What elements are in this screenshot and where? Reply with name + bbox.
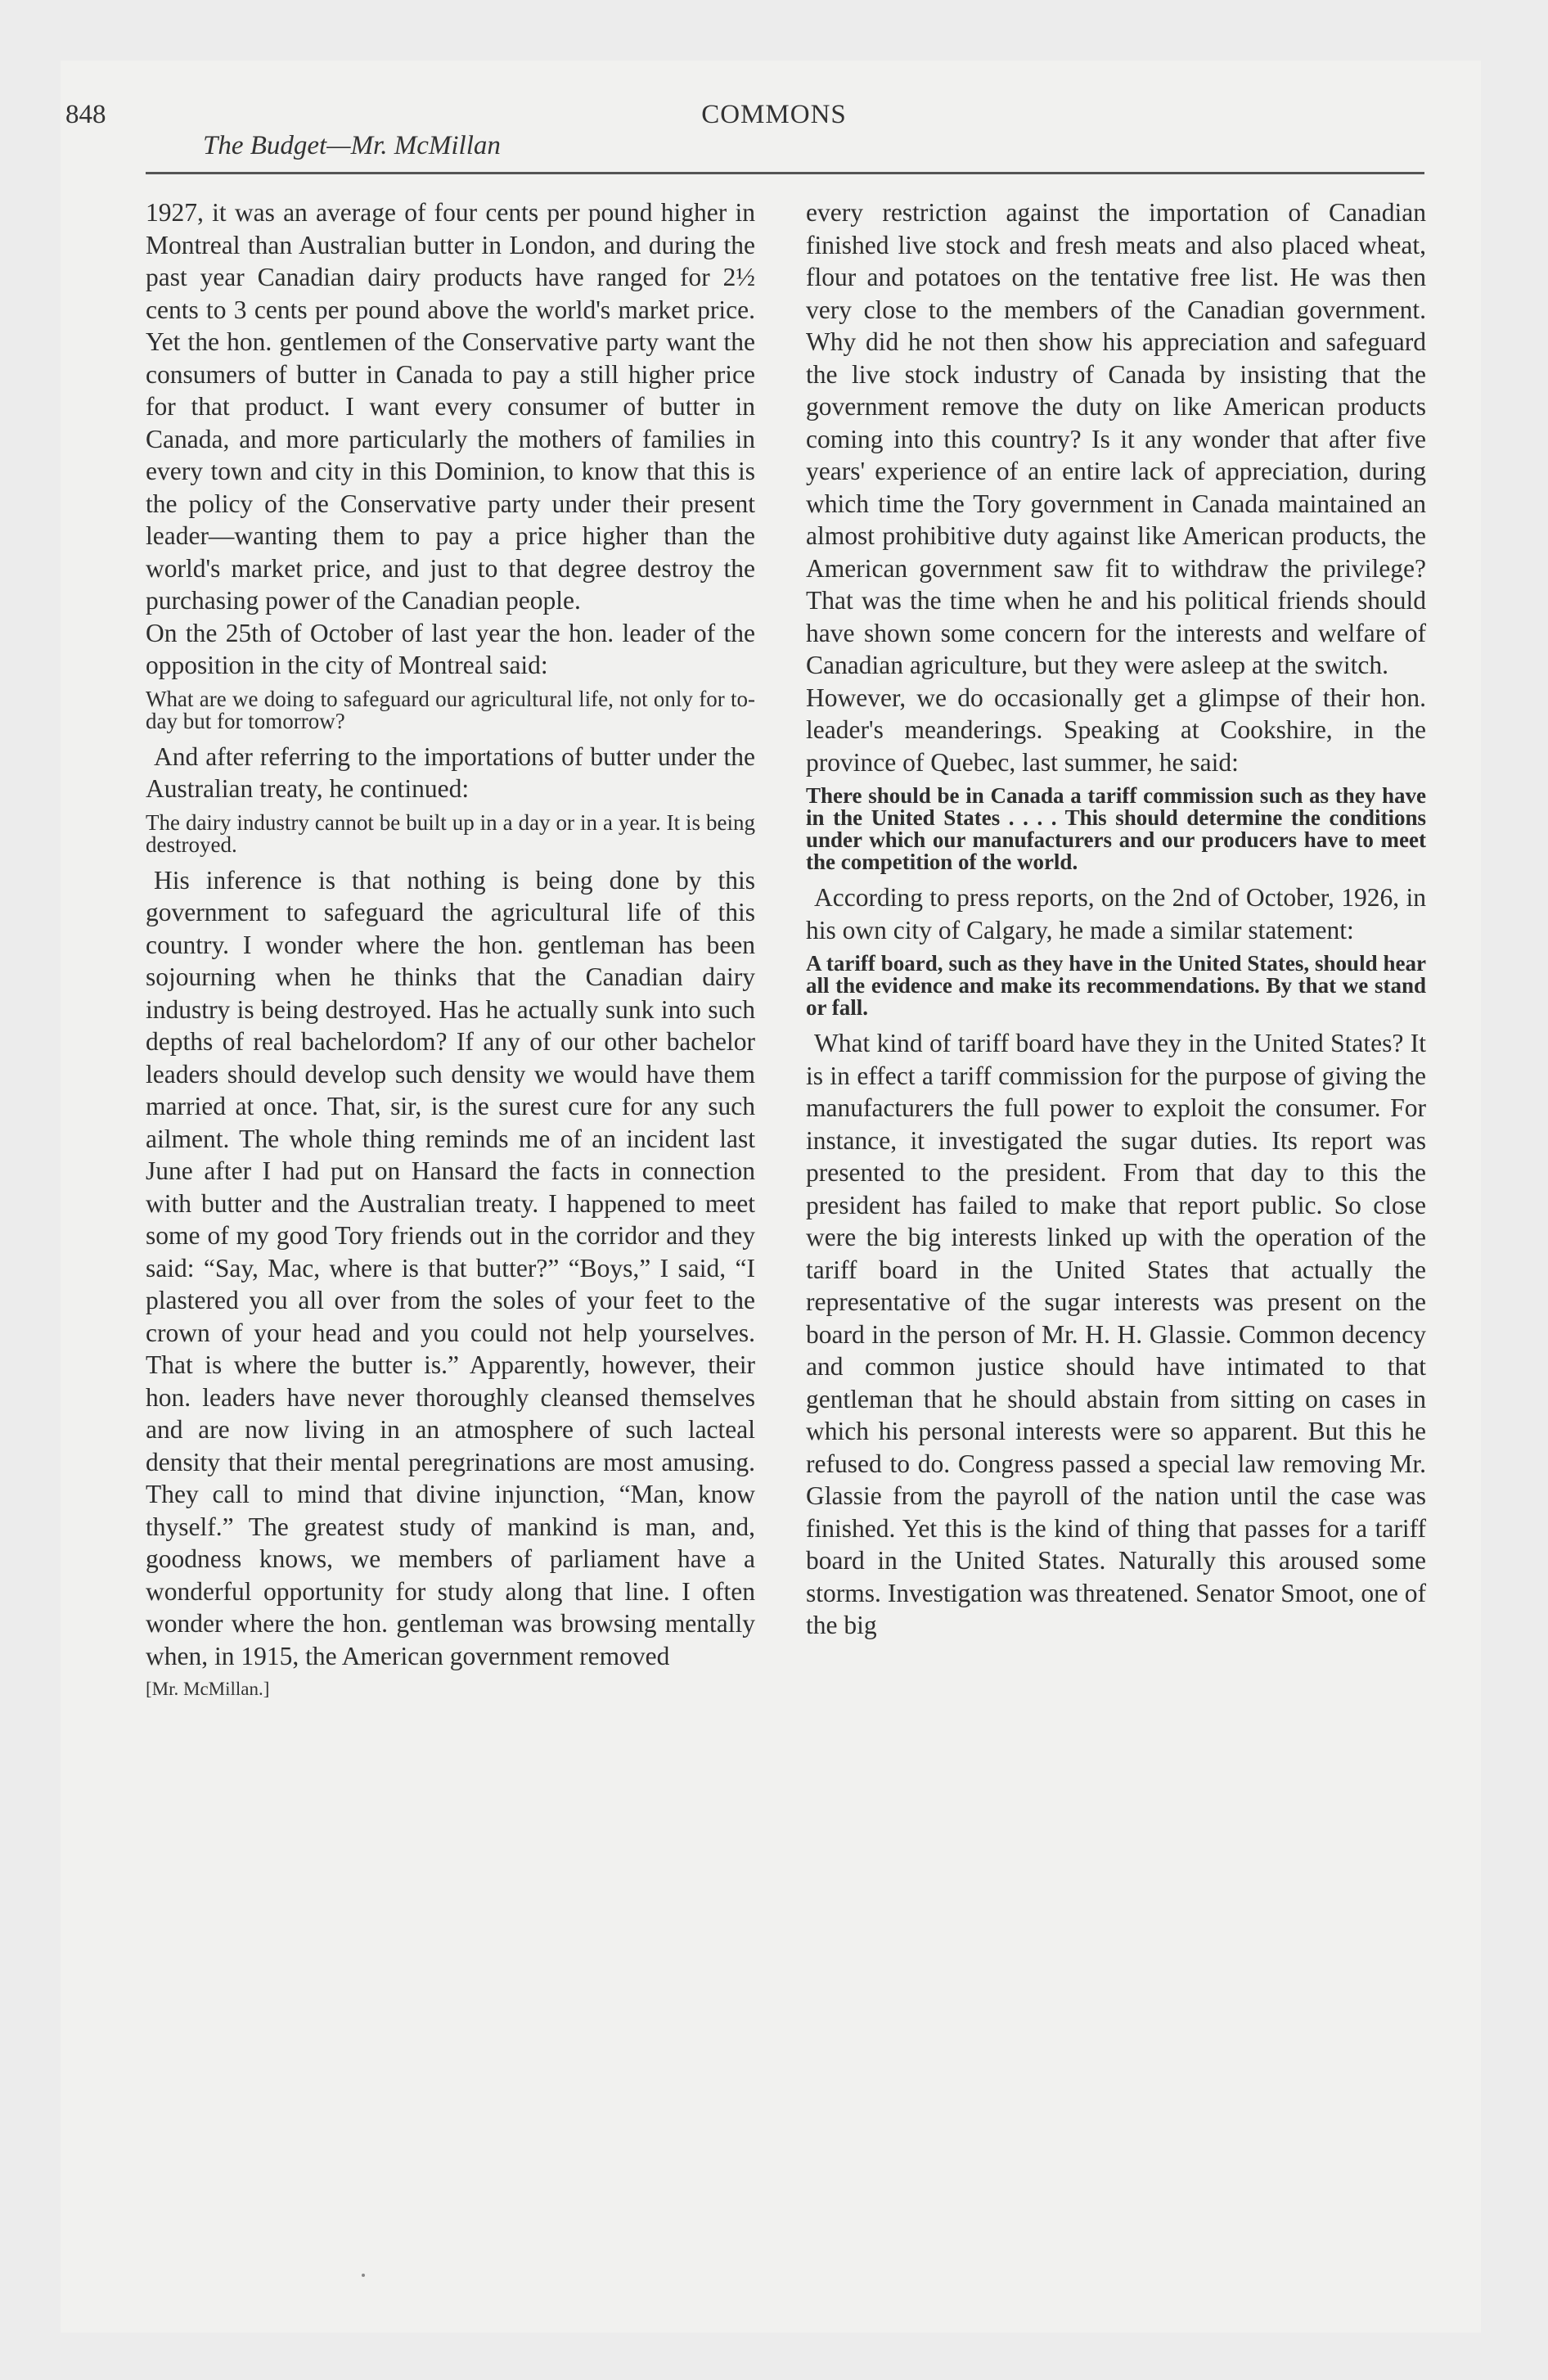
block-quote: There should be in Canada a tariff commission such as they have in the United States . . . . This should determine the conditions under which our manufacturers and our producers have to meet the competition of the world.: [806, 783, 1426, 874]
paragraph: According to press reports, on the 2nd of October, 1926, in his own city of Calgary, he made a similar statement:: [806, 883, 1426, 944]
block-quote: The dairy industry cannot be built up in a day or in a year. It is being destroyed.: [146, 809, 755, 857]
paragraph: And after referring to the importations of butter under the Australian treaty, he continued:: [146, 741, 755, 803]
page-number: 848: [65, 100, 106, 129]
paragraph: What kind of tariff board have they in the United States? It is in effect a tariff commission for the purpose of giving the manufacturers the full power to exploit the consumer. For instance, it investigated the sugar duties. Its report was presented to the president. From that day to this the president has failed to make that report public. So close were the big interests linked up with the operation of the tariff board in the United States that actually the representative of the sugar interests was present on the board in the person of Mr. H. H. Glassie. Common decency and common justice should have intimated to that gentleman that he should abstain from sitting on cases in which his personal interests were so apparent. But this he refused to do. Congress passed a special law removing Mr. Glassie from the payroll of the nation until the case was finished. Yet this is the kind of thing that passes for a tariff board in the United States. Naturally this aroused some storms. Investigation was threatened. Senator Smoot, one of the big: [806, 1029, 1426, 1639]
paper-speck: [362, 2274, 365, 2277]
running-title: COMMONS: [701, 100, 847, 129]
speaker-note: [Mr. McMillan.]: [146, 1679, 270, 1699]
header-rule: [146, 172, 1424, 174]
paragraph: However, we do occasionally get a glimpse of their hon. leader's meanderings. Speaking at Cookshire, in the province of Quebec, last summer, he said:: [806, 683, 1426, 777]
right-column: [806, 196, 1426, 2177]
left-column: [146, 196, 755, 2177]
subject-line: The Budget—Mr. McMillan: [203, 131, 501, 160]
paragraph: 1927, it was an average of four cents per pound higher in Montreal than Australian butter in London, and during the past year Canadian dairy products have ranged for 2½ cents to 3 cents per pound above the world's market price. Yet the hon. gentlemen of the Conservative party want the consumers of butter in Canada to pay a still higher price for that product. I want every consumer of butter in Canada, and more particularly the mothers of families in every town and city in this Dominion, to know that this is the policy of the Conservative party under their present leader—wanting them to pay a price higher than the world's market price, and just to that degree destroy the purchasing power of the Canadian people.: [146, 198, 755, 615]
block-quote: What are we doing to safeguard our agricultural life, not only for to-day but for tomorrow?: [146, 686, 755, 733]
paragraph: every restriction against the importation of Canadian finished live stock and fresh meats and also placed wheat, flour and potatoes on the tentative free list. He was then very close to the members of the Canadian government. Why did he not then show his appreciation and safeguard the live stock industry of Canada by insisting that the government remove the duty on like American products coming into this country? Is it any wonder that after five years' experience of an entire lack of appreciation, during which time the Tory government in Canada maintained an almost prohibitive duty against like American products, the American government saw fit to withdraw the privilege? That was the time when he and his political friends should have shown some concern for the interests and welfare of Canadian agriculture, but they were asleep at the switch.: [806, 198, 1426, 679]
block-quote: A tariff board, such as they have in the United States, should hear all the evidence and make its recommendations. By that we stand or fall.: [806, 951, 1426, 1020]
paragraph: On the 25th of October of last year the hon. leader of the opposition in the city of Montreal said:: [146, 618, 755, 679]
paragraph: His inference is that nothing is being done by this government to safeguard the agricultural life of this country. I wonder where the hon. gentleman has been sojourning when he thinks that the Canadian dairy industry is being destroyed. Has he actually sunk into such depths of real bachelordom? If any of our other bachelor leaders should develop such density we would have them married at once. That, sir, is the surest cure for any such ailment. The whole thing reminds me of an incident last June after I had put on Hansard the facts in connection with butter and the Australian treaty. I happened to meet some of my good Tory friends out in the corridor and they said: “Say, Mac, where is that butter?” “Boys,” I said, “I plastered you all over from the soles of your feet to the crown of your head and you could not help yourselves. That is where the butter is.” Apparently, however, their hon. leaders have never thoroughly cleansed themselves and are now living in an atmosphere of such lacteal density that their mental peregrinations are most amusing. They call to mind that divine injunction, “Man, know thyself.” The greatest study of mankind is man, and, goodness knows, we members of parliament have a wonderful opportunity for study along that line. I often wonder where the hon. gentleman was browsing mentally when, in 1915, the American government removed: [146, 865, 755, 1670]
